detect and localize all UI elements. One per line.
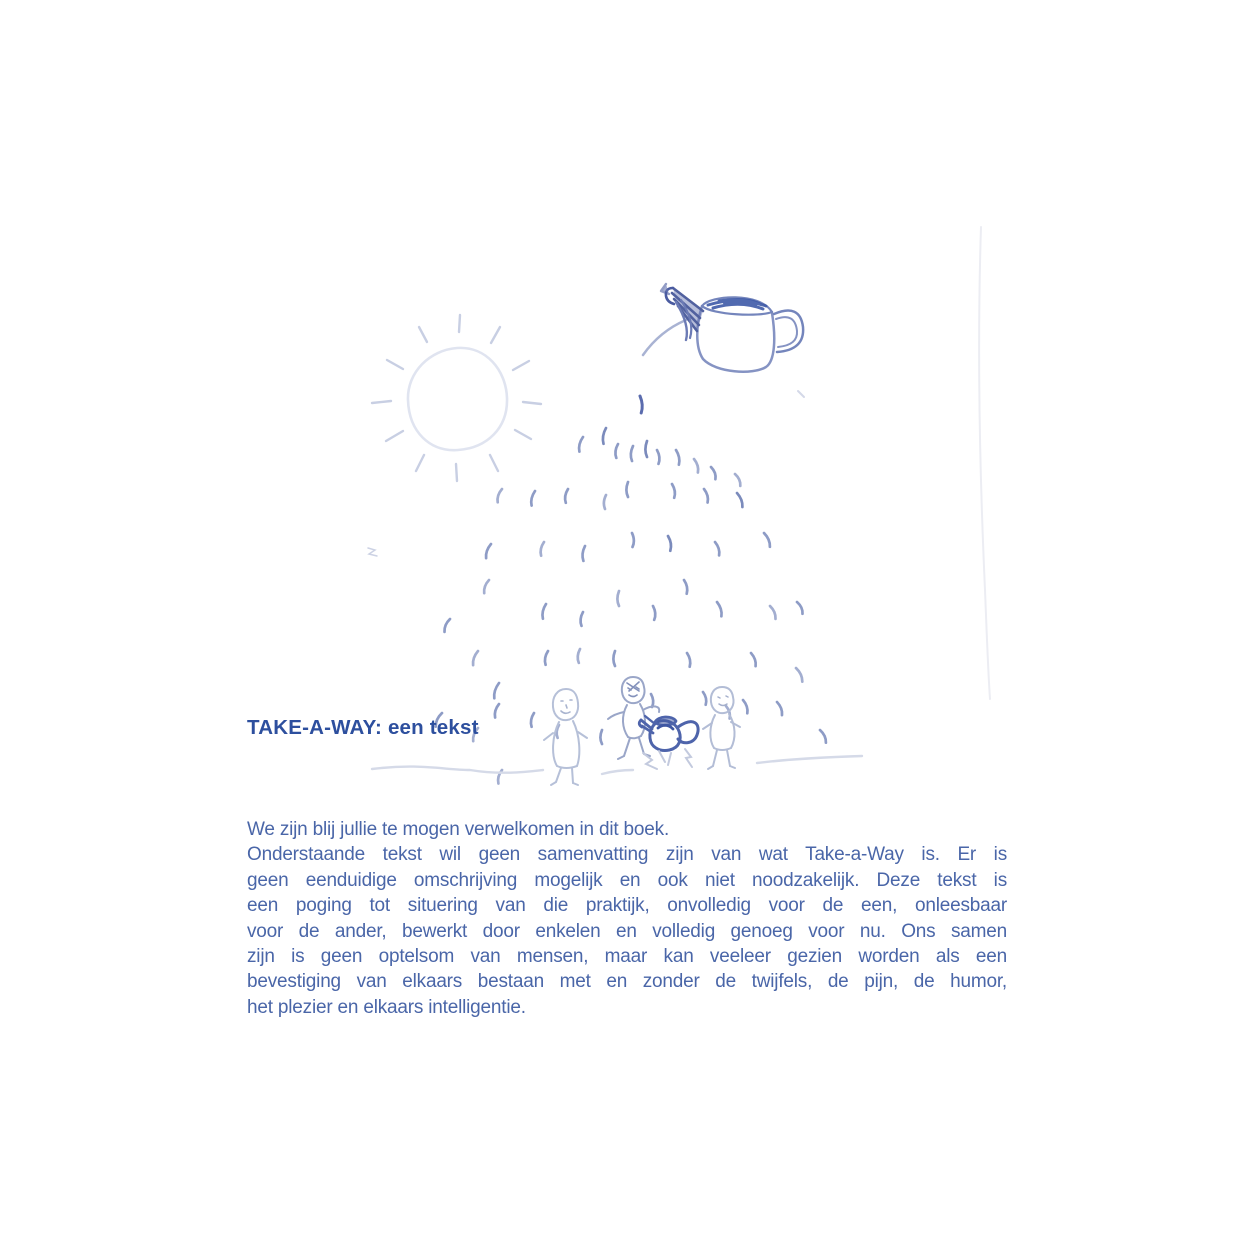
small-watering-can-drawing xyxy=(639,716,698,750)
sun-drawing xyxy=(368,315,804,556)
can-handle xyxy=(774,311,803,352)
paragraph-line: bevestiging van elkaars bestaan met en zonder de twijfels, de pijn, de humor, xyxy=(247,971,1007,993)
raindrop xyxy=(770,606,776,619)
paragraph-line: het plezier en elkaars intelligentie. xyxy=(247,996,526,1018)
raindrop xyxy=(603,428,606,444)
child-figure-left xyxy=(544,689,587,785)
paragraph-line: een poging tot situering van die praktijk, onvolledig voor de een, onleesbaar xyxy=(247,895,1007,917)
raindrop xyxy=(668,536,671,551)
can-handle-inner xyxy=(776,317,797,347)
raindrop xyxy=(703,692,706,705)
paragraph-line: voor de ander, bewerkt door enkelen en volledig genoeg voor nu. Ons samen xyxy=(247,920,1007,942)
raindrop xyxy=(617,591,619,606)
raindrop xyxy=(557,725,559,738)
child-figure-right xyxy=(703,687,740,769)
spout-scribble xyxy=(661,284,703,340)
raindrop xyxy=(715,542,719,555)
raindrop xyxy=(613,651,615,666)
raindrop xyxy=(494,683,499,698)
raindrop xyxy=(583,546,586,561)
raindrop xyxy=(484,580,489,593)
raindrop xyxy=(653,606,655,620)
raindrop xyxy=(820,730,826,743)
paragraph-line: zijn is geen optelsom van mensen, maar kan veeleer gezien worden als een xyxy=(247,946,1007,968)
raindrop xyxy=(764,533,770,547)
raindrop xyxy=(687,653,690,667)
water-scribble xyxy=(708,300,766,309)
raindrop xyxy=(632,533,634,547)
raindrop xyxy=(711,467,716,479)
raindrop xyxy=(495,704,499,718)
raindrop xyxy=(581,612,583,626)
raindrop xyxy=(717,602,722,616)
raindrop xyxy=(797,602,803,614)
raindrop xyxy=(626,482,628,497)
splash-scribble xyxy=(643,749,692,769)
page-title: TAKE-A-WAY: een tekst xyxy=(247,716,479,739)
raindrop xyxy=(743,700,747,713)
child-figure-middle xyxy=(608,677,659,759)
raindrop xyxy=(531,491,535,506)
paragraph-line: Onderstaande tekst wil geen samenvatting zijn van wat Take-a-Way is. Er is xyxy=(247,844,1007,866)
pour-stream xyxy=(643,320,686,355)
paragraph-line: We zijn blij jullie te mogen verwelkomen in dit boek. xyxy=(247,819,670,840)
stray-pencil-mark xyxy=(798,391,804,397)
raindrop xyxy=(473,651,478,665)
raindrop xyxy=(726,706,730,719)
raindrop xyxy=(640,396,642,413)
raindrop xyxy=(541,542,544,556)
raindrop xyxy=(676,450,679,465)
raindrop xyxy=(565,489,568,503)
raindrop xyxy=(444,619,450,632)
raindrop xyxy=(486,544,491,558)
raindrop xyxy=(531,713,534,727)
raindrop xyxy=(735,474,740,486)
ground-line xyxy=(372,756,862,774)
raindrop xyxy=(498,770,502,784)
raindrops-drawing xyxy=(436,396,826,784)
raindrop xyxy=(694,459,698,473)
raindrop xyxy=(777,702,782,715)
raindrop xyxy=(704,489,708,503)
raindrop xyxy=(796,668,802,682)
raindrop xyxy=(737,493,742,507)
intro-paragraph xyxy=(247,817,1007,1020)
paragraph-line: geen eenduidige omschrijving mogelijk en ook niet noodzakelijk. Deze tekst is xyxy=(247,869,1007,891)
raindrop xyxy=(684,580,687,594)
raindrop xyxy=(600,730,602,744)
raindrop xyxy=(498,489,502,502)
raindrop xyxy=(672,484,675,498)
raindrop xyxy=(578,649,580,663)
raindrop xyxy=(645,441,647,457)
stray-pencil-mark xyxy=(368,548,377,556)
sun-rays xyxy=(372,315,541,481)
raindrop xyxy=(615,444,618,458)
raindrop xyxy=(545,651,548,665)
raindrop xyxy=(651,694,653,707)
raindrop xyxy=(579,437,583,452)
raindrop xyxy=(657,450,659,464)
raindrop xyxy=(542,604,546,619)
raindrop xyxy=(631,446,633,461)
raindrop xyxy=(604,495,606,509)
raindrop xyxy=(751,653,756,666)
paper-edge-line xyxy=(979,227,990,699)
watering-can-drawing xyxy=(643,284,803,372)
